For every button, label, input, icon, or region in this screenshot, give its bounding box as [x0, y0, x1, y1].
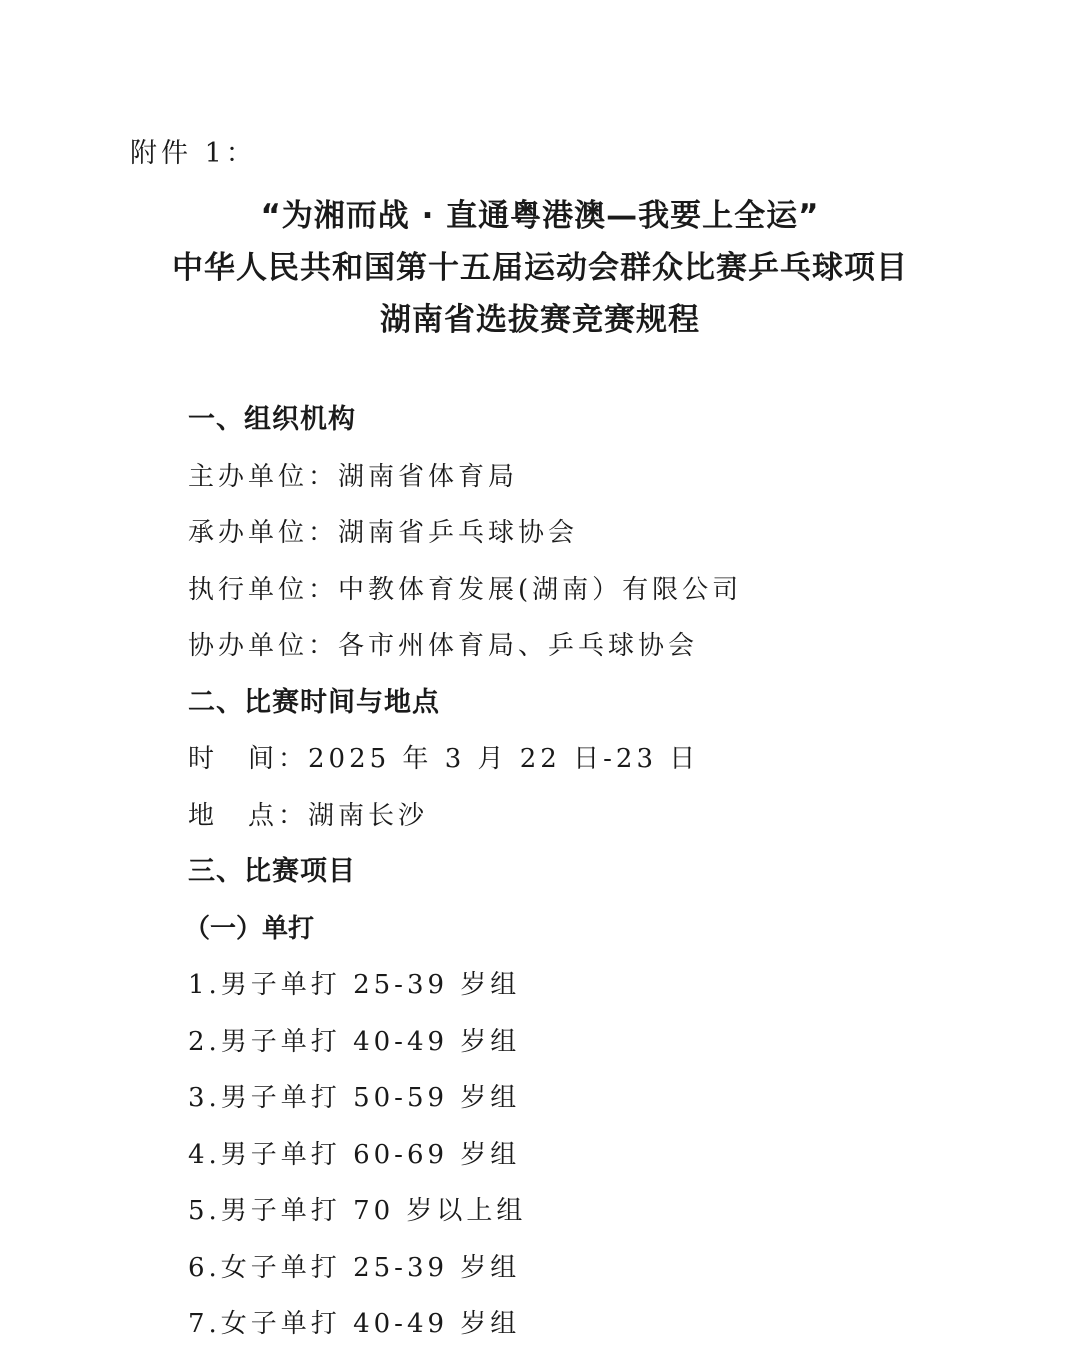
document-body	[184, 392, 1048, 1353]
executor-unit: 执行单位：中教体育发展(湖南）有限公司	[188, 574, 743, 605]
list-item: 4.男子单打 60-69 岁组	[188, 1139, 521, 1170]
section-heading-events: 三、比赛项目	[188, 856, 356, 887]
list-item: 3.男子单打 50-59 岁组	[188, 1083, 521, 1113]
section-heading-organization: 一、组织机构	[188, 404, 356, 435]
organizer-unit: 承办单位：湖南省乒乓球协会	[188, 518, 579, 548]
attachment-label: 附件 1：	[130, 138, 257, 169]
title-line-1: “为湘而战 · 直通粤港澳—我要上全运”	[260, 198, 820, 234]
event-place: 地 点：湖南长沙	[188, 800, 429, 831]
co-organizer-unit: 协办单位：各市州体育局、乒乓球协会	[188, 631, 699, 661]
title-line-3: 湖南省选拔赛竞赛规程	[380, 302, 700, 338]
event-time: 时 间：2025 年 3 月 22 日-23 日	[188, 744, 700, 774]
list-item: 7.女子单打 40-49 岁组	[188, 1309, 521, 1339]
subheading-singles: （一）单打	[184, 913, 315, 944]
document-title	[0, 190, 1080, 346]
title-line-2: 中华人民共和国第十五届运动会群众比赛乒乓球项目	[172, 250, 908, 286]
list-item: 2.男子单打 40-49 岁组	[188, 1026, 521, 1057]
list-item: 1.男子单打 25-39 岁组	[188, 970, 521, 1000]
host-unit: 主办单位：湖南省体育局	[188, 461, 519, 492]
section-heading-time-place: 二、比赛时间与地点	[188, 686, 440, 718]
list-item: 5.男子单打 70 岁以上组	[188, 1196, 527, 1226]
list-item: 6.女子单打 25-39 岁组	[188, 1252, 521, 1283]
